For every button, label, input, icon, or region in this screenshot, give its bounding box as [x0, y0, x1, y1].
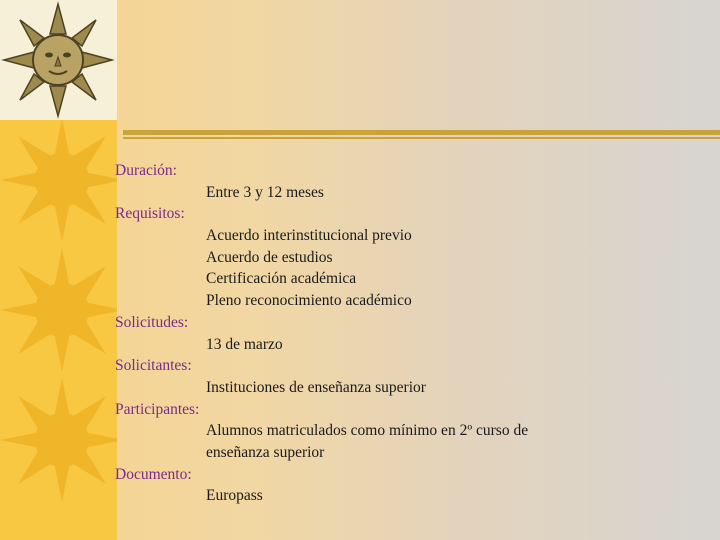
value-participantes-1: Alumnos matriculados como mínimo en 2º curso de	[206, 422, 529, 440]
label-solicitantes: Solicitantes:	[115, 357, 192, 375]
header-divider	[123, 127, 720, 143]
value-requisito-3: Certificación académica	[206, 270, 357, 288]
value-solicitudes: 13 de marzo	[206, 335, 283, 353]
sun-pattern	[0, 120, 117, 540]
value-requisito-2: Acuerdo de estudios	[206, 248, 333, 266]
logo-box	[0, 0, 117, 120]
value-requisito-4: Pleno reconocimiento académico	[206, 292, 412, 310]
label-duracion: Duración:	[115, 162, 177, 179]
label-documento: Documento:	[115, 465, 192, 483]
sun-face-logo-icon	[0, 0, 117, 120]
value-requisito-1: Acuerdo interinstitucional previo	[206, 227, 412, 245]
label-participantes: Participantes:	[115, 400, 200, 418]
label-solicitudes: Solicitudes:	[115, 313, 189, 331]
value-duracion: Entre 3 y 12 meses	[206, 183, 324, 201]
value-participantes-2: enseñanza superior	[206, 443, 325, 461]
value-documento: Europass	[206, 487, 263, 505]
program-details	[115, 160, 528, 507]
value-solicitantes: Instituciones de enseñanza superior	[206, 378, 426, 396]
label-requisitos: Requisitos:	[115, 205, 185, 223]
